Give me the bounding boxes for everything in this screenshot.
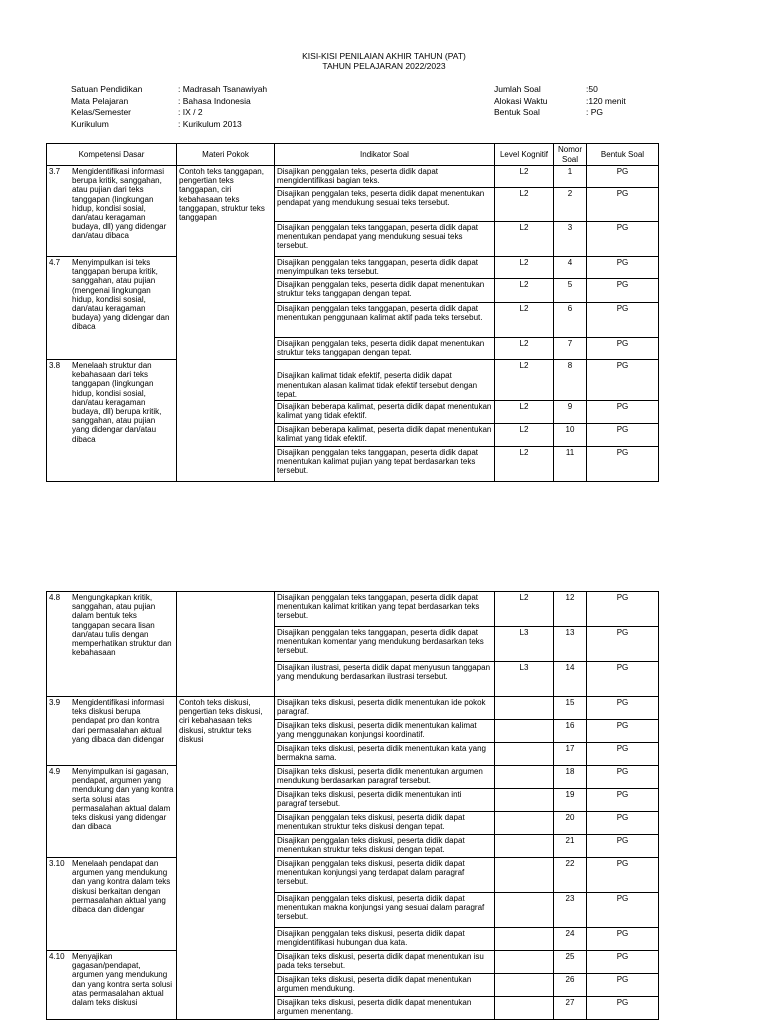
table-header-row bbox=[47, 144, 659, 166]
kd-number: 4.7 bbox=[49, 258, 61, 267]
kd-text: Menelaah struktur dan kebahasaan dari teks tanggapan (lingkungan hidup, kondisi sosial, dan/atau keragaman budaya, dll) berupa kritik, sanggahan, atau pujian yang didengar dan/atau dibaca bbox=[72, 361, 162, 444]
level-cell bbox=[495, 997, 554, 1020]
kisi-table-2 bbox=[46, 591, 659, 1020]
bentuk-cell: PG bbox=[587, 812, 659, 835]
header-bentuk-soal: Bentuk Soal bbox=[587, 144, 659, 166]
document-subtitle: TAHUN PELAJARAN 2022/2023 bbox=[322, 61, 446, 71]
kd-cell bbox=[47, 360, 177, 482]
table-row bbox=[47, 951, 659, 974]
indikator-cell: Disajikan teks diskusi, peserta didik dapat menentukan argumen menentang. bbox=[275, 997, 495, 1020]
header-materi-pokok: Materi Pokok bbox=[177, 144, 275, 166]
indikator-cell: Disajikan penggalan teks tanggapan, peserta didik dapat menentukan pendapat yang mendukung sesuai teks tersebut. bbox=[275, 222, 495, 257]
meta-right bbox=[494, 84, 626, 119]
level-cell bbox=[495, 928, 554, 951]
nomor-cell: 9 bbox=[554, 401, 587, 424]
table-row bbox=[47, 257, 659, 279]
kd-cell bbox=[47, 697, 177, 766]
bentuk-cell: PG bbox=[587, 592, 659, 627]
bentuk-cell: PG bbox=[587, 424, 659, 447]
nomor-cell: 4 bbox=[554, 257, 587, 279]
level-cell: L2 bbox=[495, 257, 554, 279]
indikator-cell: Disajikan penggalan teks tanggapan, peserta didik dapat menentukan kalimat pujian yang tepat berdasarkan teks tersebut. bbox=[275, 447, 495, 482]
meta-row bbox=[71, 119, 267, 131]
indikator-cell: Disajikan penggalan teks tanggapan, peserta didik dapat menentukan kalimat kritikan yang tepat berdasarkan teks tersebut. bbox=[275, 592, 495, 627]
level-cell: L2 bbox=[495, 279, 554, 303]
level-cell: L3 bbox=[495, 662, 554, 697]
meta-label: Satuan Pendidikan bbox=[71, 84, 143, 94]
kd-text: Menyajikan gagasan/pendapat, argumen yang mendukung dan yang kontra serta solusi atas permasalahan aktual dalam teks diskusi bbox=[72, 952, 173, 1008]
indikator-cell: Disajikan teks diskusi, peserta didik menentukan inti paragraf tersebut. bbox=[275, 789, 495, 812]
nomor-cell: 12 bbox=[554, 592, 587, 627]
kd-cell bbox=[47, 951, 177, 1020]
bentuk-cell: PG bbox=[587, 257, 659, 279]
level-cell: L2 bbox=[495, 360, 554, 401]
bentuk-cell: PG bbox=[587, 951, 659, 974]
bentuk-cell: PG bbox=[587, 222, 659, 257]
level-cell bbox=[495, 858, 554, 893]
indikator-cell: Disajikan penggalan teks diskusi, peserta didik dapat menentukan struktur teks diskusi dengan tepat. bbox=[275, 835, 495, 858]
meta-value: : Bahasa Indonesia bbox=[178, 95, 251, 106]
meta-value: :120 menit bbox=[586, 95, 626, 106]
bentuk-cell: PG bbox=[587, 789, 659, 812]
materi-cell: Contoh teks tanggapan, pengertian teks tanggapan, ciri kebahasaan teks tanggapan, struktur teks tanggapan bbox=[177, 166, 275, 482]
level-cell bbox=[495, 974, 554, 997]
bentuk-cell: PG bbox=[587, 662, 659, 697]
table-row bbox=[47, 592, 659, 627]
kd-cell bbox=[47, 766, 177, 858]
indikator-cell: Disajikan teks diskusi, peserta didik dapat menentukan argumen mendukung. bbox=[275, 974, 495, 997]
bentuk-cell: PG bbox=[587, 447, 659, 482]
nomor-cell: 11 bbox=[554, 447, 587, 482]
level-cell: L2 bbox=[495, 424, 554, 447]
table-row bbox=[47, 697, 659, 720]
indikator-cell: Disajikan penggalan teks tanggapan, peserta didik dapat menentukan komentar yang mendukung berdasarkan teks tersebut. bbox=[275, 627, 495, 662]
meta-value: :50 bbox=[586, 84, 598, 94]
bentuk-cell: PG bbox=[587, 338, 659, 360]
bentuk-cell: PG bbox=[587, 997, 659, 1020]
indikator-cell: Disajikan beberapa kalimat, peserta didik dapat menentukan kalimat yang tidak efektif. bbox=[275, 424, 495, 447]
kd-cell bbox=[47, 257, 177, 360]
kd-text: Mengidentifikasi informasi teks diskusi berupa pendapat pro dan kontra dari permasalahan aktual yang dibaca dan didengar bbox=[72, 698, 165, 744]
level-cell: L2 bbox=[495, 222, 554, 257]
level-cell: L2 bbox=[495, 401, 554, 424]
meta-row bbox=[494, 84, 626, 96]
indikator-cell: Disajikan penggalan teks tanggapan, peserta didik dapat menentukan penggunaan kalimat aktif pada teks tersebut. bbox=[275, 303, 495, 338]
kd-number: 4.8 bbox=[49, 593, 61, 602]
level-cell: L2 bbox=[495, 303, 554, 338]
bentuk-cell: PG bbox=[587, 743, 659, 766]
bentuk-cell: PG bbox=[587, 279, 659, 303]
bentuk-cell: PG bbox=[587, 766, 659, 789]
bentuk-cell: PG bbox=[587, 858, 659, 893]
meta-row bbox=[71, 96, 267, 108]
kd-cell bbox=[47, 166, 177, 257]
kisi-table-1 bbox=[46, 143, 659, 482]
meta-row bbox=[494, 107, 626, 119]
meta-label: Kurikulum bbox=[71, 118, 109, 129]
kd-text: Mengidentifikasi informasi berupa kritik, sanggahan, atau pujian dari teks tanggapan (lingkungan hidup, kondisi sosial, dan/atau keragaman budaya, dll) yang didengar dan/atau dibaca bbox=[72, 167, 167, 241]
level-cell bbox=[495, 720, 554, 743]
nomor-cell: 16 bbox=[554, 720, 587, 743]
meta-value: : Kurikulum 2013 bbox=[178, 118, 242, 129]
level-cell: L2 bbox=[495, 592, 554, 627]
bentuk-cell: PG bbox=[587, 928, 659, 951]
kd-text: Menyimpulkan isi teks tanggapan berupa kritik, sanggahan, atau pujian (mengenai lingkungan hidup, kondisi sosial, dan/atau keragaman budaya) yang didengar dan dibaca bbox=[72, 258, 170, 332]
table-row bbox=[47, 858, 659, 893]
bentuk-cell: PG bbox=[587, 166, 659, 188]
kd-number: 4.9 bbox=[49, 767, 61, 776]
header-nomor-soal: Nomor Soal bbox=[554, 144, 587, 166]
table-row bbox=[47, 360, 659, 401]
level-cell: L2 bbox=[495, 447, 554, 482]
indikator-cell: Disajikan penggalan teks, peserta didik dapat menentukan struktur teks tanggapan dengan tepat. bbox=[275, 338, 495, 360]
materi-cell: Contoh teks diskusi, pengertian teks diskusi, ciri kebahasaan teks diskusi, struktur teks diskusi bbox=[177, 697, 275, 1020]
level-cell: L2 bbox=[495, 166, 554, 188]
nomor-cell: 6 bbox=[554, 303, 587, 338]
nomor-cell: 2 bbox=[554, 188, 587, 222]
indikator-cell: Disajikan penggalan teks, peserta didik dapat menentukan pendapat yang mendukung sesuai teks tersebut. bbox=[275, 188, 495, 222]
kd-text: Mengungkapkan kritik, sanggahan, atau pujian dalam bentuk teks tanggapan secara lisan dan/atau tulis dengan memperhatikan struktur dan kebahasaan bbox=[72, 593, 172, 658]
nomor-cell: 21 bbox=[554, 835, 587, 858]
meta-label: Jumlah Soal bbox=[494, 84, 541, 94]
level-cell bbox=[495, 951, 554, 974]
indikator-cell: Disajikan penggalan teks diskusi, peserta didik dapat menentukan struktur teks diskusi dengan tepat. bbox=[275, 812, 495, 835]
nomor-cell: 8 bbox=[554, 360, 587, 401]
meta-row bbox=[71, 107, 267, 119]
level-cell bbox=[495, 812, 554, 835]
meta-value: : PG bbox=[586, 107, 604, 117]
meta-label: Alokasi Waktu bbox=[494, 95, 548, 106]
indikator-cell: Disajikan teks diskusi, peserta didik menentukan argumen mendukung berdasarkan paragraf tersebut. bbox=[275, 766, 495, 789]
level-cell bbox=[495, 835, 554, 858]
nomor-cell: 3 bbox=[554, 222, 587, 257]
indikator-cell: Disajikan teks diskusi, peserta didik menentukan kata yang bermakna sama. bbox=[275, 743, 495, 766]
nomor-cell: 13 bbox=[554, 627, 587, 662]
nomor-cell: 20 bbox=[554, 812, 587, 835]
nomor-cell: 10 bbox=[554, 424, 587, 447]
header-kompetensi-dasar: Kompetensi Dasar bbox=[47, 144, 177, 166]
nomor-cell: 27 bbox=[554, 997, 587, 1020]
level-cell bbox=[495, 766, 554, 789]
meta-label: Mata Pelajaran bbox=[71, 95, 129, 106]
bentuk-cell: PG bbox=[587, 401, 659, 424]
indikator-cell: Disajikan penggalan teks tanggapan, peserta didik dapat menyimpulkan teks tersebut. bbox=[275, 257, 495, 279]
nomor-cell: 14 bbox=[554, 662, 587, 697]
indikator-cell: Disajikan teks diskusi, peserta didik menentukan kalimat yang menggunakan konjungsi koordinatif. bbox=[275, 720, 495, 743]
bentuk-cell: PG bbox=[587, 697, 659, 720]
level-cell: L2 bbox=[495, 338, 554, 360]
meta-left bbox=[71, 84, 267, 130]
bentuk-cell: PG bbox=[587, 627, 659, 662]
meta-row bbox=[494, 96, 626, 108]
nomor-cell: 17 bbox=[554, 743, 587, 766]
kd-cell bbox=[47, 858, 177, 951]
nomor-cell: 26 bbox=[554, 974, 587, 997]
kd-number: 3.7 bbox=[49, 167, 61, 176]
meta-label: Bentuk Soal bbox=[494, 107, 540, 117]
header-indikator-soal: Indikator Soal bbox=[275, 144, 495, 166]
bentuk-cell: PG bbox=[587, 360, 659, 401]
bentuk-cell: PG bbox=[587, 188, 659, 222]
indikator-cell: Disajikan teks diskusi, peserta didik dapat menentukan isu pada teks tersebut. bbox=[275, 951, 495, 974]
nomor-cell: 25 bbox=[554, 951, 587, 974]
nomor-cell: 22 bbox=[554, 858, 587, 893]
level-cell: L2 bbox=[495, 188, 554, 222]
nomor-cell: 7 bbox=[554, 338, 587, 360]
kd-number: 3.8 bbox=[49, 361, 61, 370]
indikator-cell: Disajikan ilustrasi, peserta didik dapat menyusun tanggapan yang mendukung berdasarkan ilustrasi tersebut. bbox=[275, 662, 495, 697]
indikator-cell: Disajikan penggalan teks diskusi, peserta didik dapat mengidentifikasi hubungan dua kata. bbox=[275, 928, 495, 951]
kd-text: Menelaah pendapat dan argumen yang mendukung dan yang kontra dalam teks diskusi berkaitan dengan permasalahan aktual yang dibaca dan didengar bbox=[72, 859, 171, 915]
indikator-cell: Disajikan penggalan teks diskusi, peserta didik dapat menentukan konjungsi yang terdapat dalam paragraf tersebut. bbox=[275, 858, 495, 893]
nomor-cell: 5 bbox=[554, 279, 587, 303]
meta-label: Kelas/Semester bbox=[71, 107, 131, 117]
nomor-cell: 1 bbox=[554, 166, 587, 188]
level-cell bbox=[495, 893, 554, 928]
nomor-cell: 23 bbox=[554, 893, 587, 928]
indikator-cell: Disajikan penggalan teks, peserta didik dapat menentukan struktur teks tanggapan dengan tepat. bbox=[275, 279, 495, 303]
indikator-cell: Disajikan beberapa kalimat, peserta didik dapat menentukan kalimat yang tidak efektif. bbox=[275, 401, 495, 424]
document-title: KISI-KISI PENILAIAN AKHIR TAHUN (PAT) bbox=[302, 51, 466, 61]
bentuk-cell: PG bbox=[587, 893, 659, 928]
indikator-cell: Disajikan kalimat tidak efektif, peserta didik dapat menentukan alasan kalimat tidak efektif tersebut dengan tepat. bbox=[275, 360, 495, 401]
meta-row bbox=[71, 84, 267, 96]
indikator-cell: Disajikan teks diskusi, peserta didik menentukan ide pokok paragraf. bbox=[275, 697, 495, 720]
level-cell bbox=[495, 743, 554, 766]
level-cell: L3 bbox=[495, 627, 554, 662]
nomor-cell: 19 bbox=[554, 789, 587, 812]
bentuk-cell: PG bbox=[587, 835, 659, 858]
bentuk-cell: PG bbox=[587, 720, 659, 743]
indikator-cell: Disajikan penggalan teks, peserta didik dapat mengidentifikasi bagian teks. bbox=[275, 166, 495, 188]
table-row bbox=[47, 766, 659, 789]
materi-cell-empty bbox=[177, 592, 275, 697]
meta-value: : Madrasah Tsanawiyah bbox=[178, 84, 268, 94]
indikator-cell: Disajikan penggalan teks diskusi, peserta didik dapat menentukan makna konjungsi yang sesuai dalam paragraf tersebut. bbox=[275, 893, 495, 928]
meta-value: : IX / 2 bbox=[178, 107, 203, 117]
kd-text: Menyimpulkan isi gagasan, pendapat, argumen yang mendukung dan yang kontra serta solusi atas permasalahan aktual dalam teks diskusi yang didengar dan dibaca bbox=[72, 767, 174, 832]
table-row bbox=[47, 166, 659, 188]
level-cell bbox=[495, 789, 554, 812]
header-level-kognitif: Level Kognitif bbox=[495, 144, 554, 166]
nomor-cell: 15 bbox=[554, 697, 587, 720]
nomor-cell: 18 bbox=[554, 766, 587, 789]
kd-number: 3.10 bbox=[49, 859, 65, 868]
level-cell bbox=[495, 697, 554, 720]
bentuk-cell: PG bbox=[587, 974, 659, 997]
nomor-cell: 24 bbox=[554, 928, 587, 951]
kd-number: 3.9 bbox=[49, 698, 61, 707]
kd-number: 4.10 bbox=[49, 952, 65, 961]
bentuk-cell: PG bbox=[587, 303, 659, 338]
kd-cell bbox=[47, 592, 177, 697]
